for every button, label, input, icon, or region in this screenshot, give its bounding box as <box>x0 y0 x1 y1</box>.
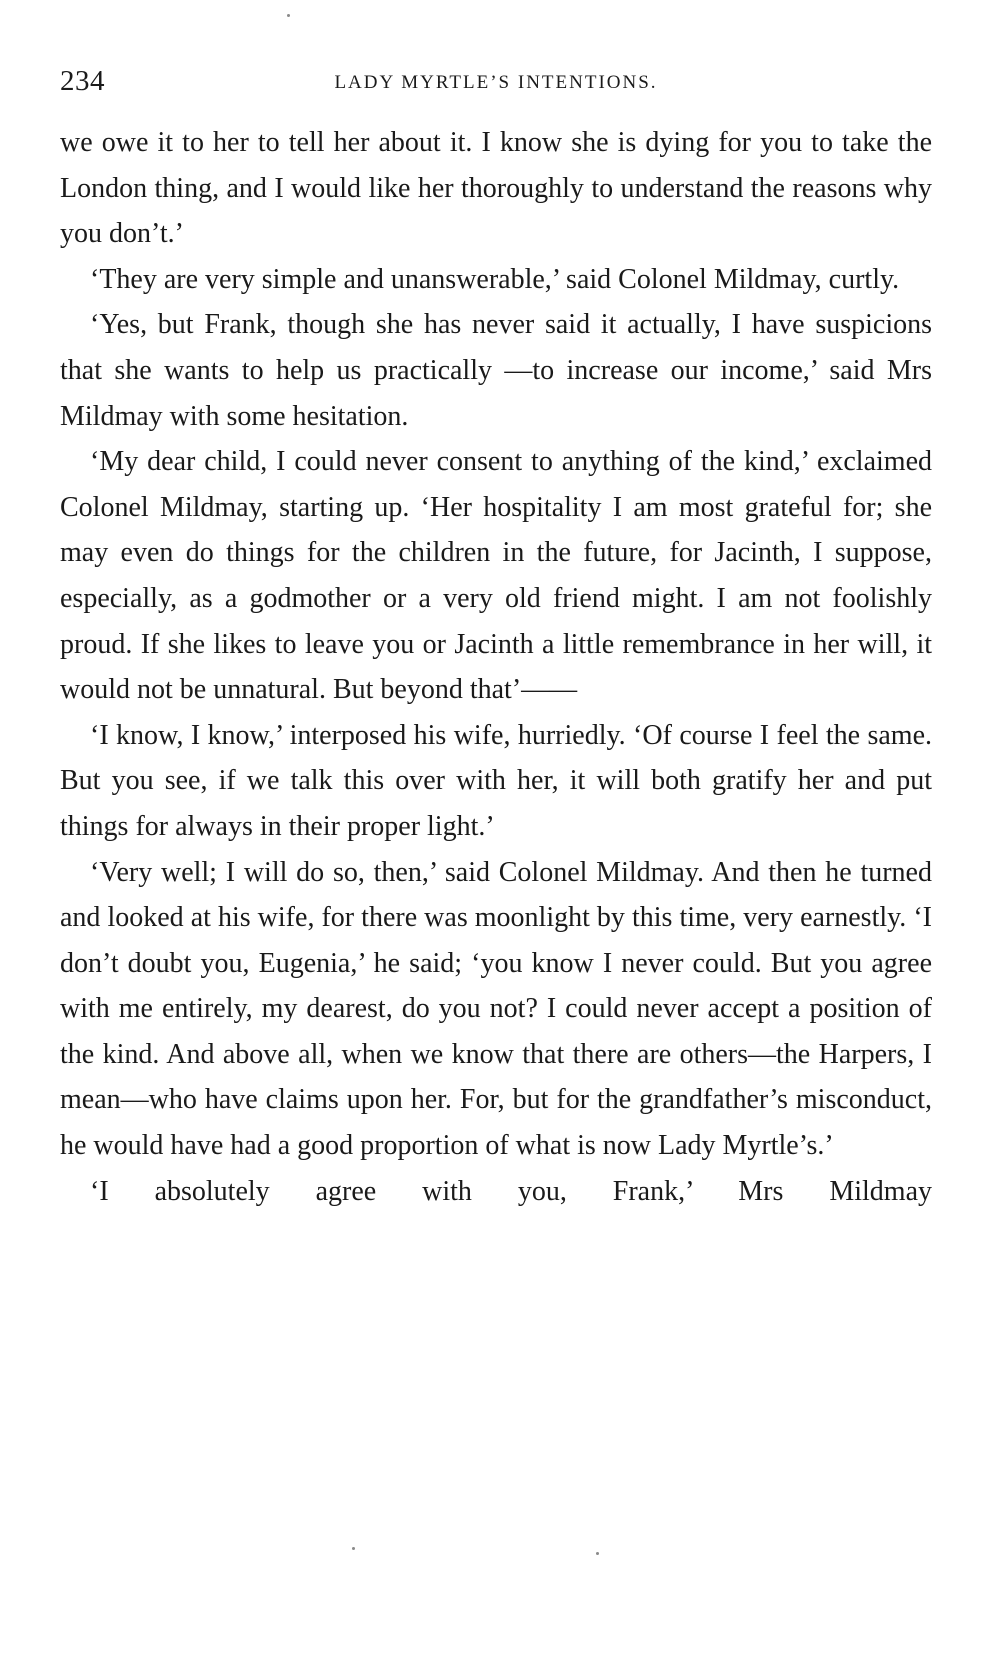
paragraph: ‘Yes, but Frank, though she has never said it actually, I have suspicions that she wants to help us practically —to increase our income,’ said Mrs Mildmay with some hesitation. <box>60 309 932 432</box>
paper-fleck <box>287 14 290 17</box>
running-head <box>60 64 932 104</box>
body-text <box>60 120 932 1214</box>
paragraph-continuation: we owe it to her to tell her about it. I know she is dying for you to take the London thing, and I would like her thoroughly to understand the reasons why you don’t.’ <box>60 127 932 250</box>
paragraph: ‘My dear child, I could never consent to anything of the kind,’ exclaimed Colonel Mildmay, starting up. ‘Her hospitality I am most grateful for; she may even do things for the children in the future, for Jacinth, I suppose, especially, as a godmother or a very old friend might. I am not foolishly proud. If she likes to leave you or Jacinth a little remembrance in her will, it would not be unnatural. But beyond that’—— <box>60 446 932 706</box>
paper-fleck <box>352 1547 355 1550</box>
running-title: LADY MYRTLE’S INTENTIONS. <box>334 72 658 93</box>
paper-fleck <box>596 1552 599 1555</box>
paragraph: ‘I know, I know,’ interposed his wife, hurriedly. ‘Of course I feel the same. But you see, if we talk this over with her, it will both gratify her and put things for always in their proper light.’ <box>60 719 932 842</box>
page-number: 234 <box>60 65 105 97</box>
paragraph: ‘Very well; I will do so, then,’ said Colonel Mildmay. And then he turned and looked at his wife, for there was moonlight by this time, very earnestly. ‘I don’t doubt you, Eugenia,’ he said; ‘you know I never could. But you agree with me entirely, my dearest, do you not? I could never accept a position of the kind. And above all, when we know that there are others—the Harpers, I mean—who have claims upon her. For, but for the grandfather’s misconduct, he would have had a good proportion of what is now Lady Myrtle’s.’ <box>60 856 932 1162</box>
paragraph: ‘They are very simple and unanswerable,’ said Colonel Mildmay, curtly. <box>90 263 900 295</box>
paragraph-truncated: ‘I absolutely agree with you, Frank,’ Mrs Mildmay <box>90 1175 932 1207</box>
